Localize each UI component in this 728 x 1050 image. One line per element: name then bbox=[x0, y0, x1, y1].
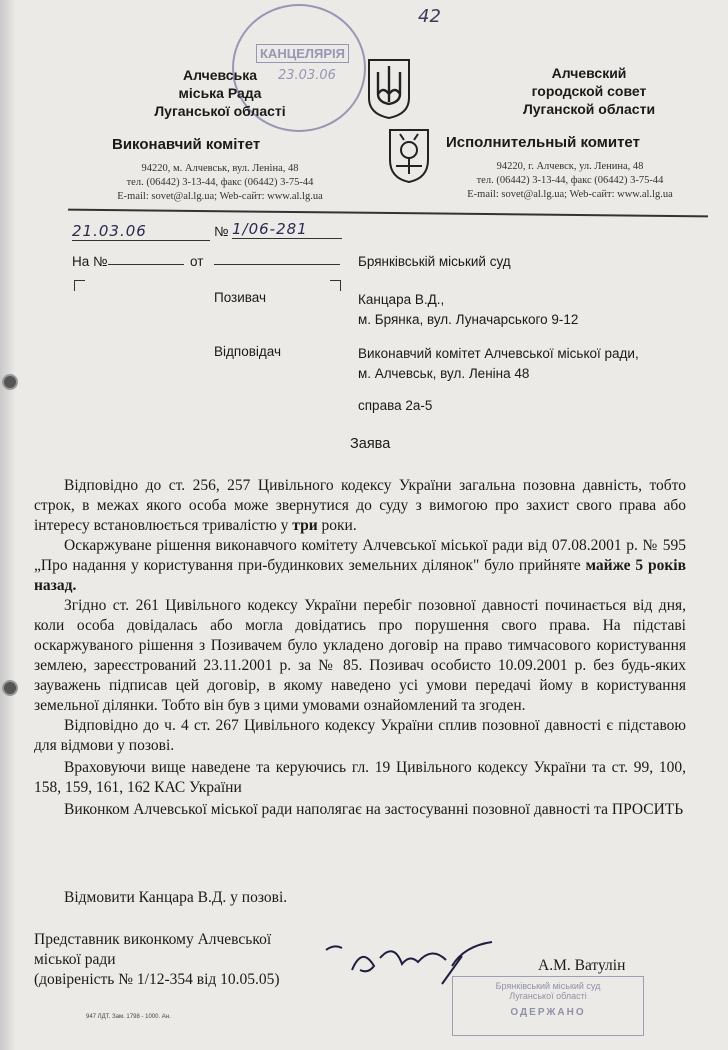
header-right-committee: Исполнительный комитет bbox=[446, 134, 640, 151]
defendant-details bbox=[358, 344, 639, 384]
scan-edge-shadow bbox=[0, 0, 16, 1050]
header-left-line2: міська Рада bbox=[178, 85, 262, 101]
plaintiff-details bbox=[358, 290, 578, 330]
header-left-email: E-mail: sovet@al.lg.ua; Web-сайт: www.al.lg.ua bbox=[117, 191, 323, 202]
received-stamp-court: Брянківський міський суд bbox=[495, 981, 601, 991]
stamp-title: КАНЦЕЛЯРІЯ bbox=[256, 44, 349, 63]
paragraph-4: Відповідно до ч. 4 ст. 267 Цивільного кодексу України сплив позовної давності є підставою для відмови у позові. bbox=[34, 717, 686, 754]
paragraph-3: Згідно ст. 261 Цивільного кодексу України перебіг позовної давності починається від дня, коли особа довідалась або могла довідатись про порушення свого права. На підставі оскаржуваного рішення з Позивачем було укладено договір на право тимчасового користування землею, зареєстрований 23.11.2001 р. за № 85. Позивач особисто 10.09.2001 р. без будь-яких зауважень підписав цей договір, в якому наведено усі умови передачі йому в користування земельної ділянки. Тобто він був з цими умовами ознайомлений та згоден. bbox=[34, 597, 686, 714]
paragraph-2-text: Оскаржуване рішення виконавчого комітету Алчевської міської ради від 07.08.2001 р. № 595 „Про надання у користування при-будинкових земельних ділянок" було прийняте bbox=[34, 537, 686, 574]
paragraph-5: Враховуючи вище наведене та керуючись гл. 19 Цивільного кодексу України та ст. 99, 100, 158, 159, 161, 162 КАС України bbox=[34, 759, 686, 796]
defendant-address: м. Алчевськ, вул. Леніна 48 bbox=[358, 366, 530, 381]
outgoing-number: 1/06-281 bbox=[232, 220, 342, 239]
paragraph-1-bold: три bbox=[292, 517, 318, 534]
paragraph-1-text: Відповідно до ст. 256, 257 Цивільного кодексу України загальна позовна давність, тобто строк, в межах якого особа може звернутися до суду з вимогою про захист свого права або інтересу встановлюється тривалістю у bbox=[34, 477, 686, 534]
header-right bbox=[494, 64, 684, 118]
paragraph-2 bbox=[34, 536, 686, 596]
case-number: справа 2а-5 bbox=[358, 398, 433, 413]
signature-line2: міської ради bbox=[34, 951, 116, 968]
header-right-address: 94220, г. Алчевск, ул. Ленина, 48 bbox=[496, 161, 644, 172]
addressee: Брянківській міський суд bbox=[358, 254, 511, 269]
received-stamp-region: Луганської області bbox=[509, 991, 587, 1001]
print-code: 947 ЛДТ. Зам. 1798 - 1000. Ан. bbox=[86, 1014, 171, 1020]
plaintiff-address: м. Брянка, вул. Луначарського 9-12 bbox=[358, 312, 579, 327]
header-left-line3: Луганської області bbox=[154, 103, 286, 119]
header-left-line1: Алчевська bbox=[182, 67, 257, 83]
corner-mark-right bbox=[330, 280, 341, 291]
reply-number-blank bbox=[108, 264, 184, 265]
received-stamp-label: ОДЕРЖАНО bbox=[510, 1007, 586, 1018]
paragraph-2-bold: майже 5 років назад. bbox=[34, 557, 686, 594]
reply-number-label: На № bbox=[72, 254, 108, 269]
defendant-role: Відповідач bbox=[214, 344, 281, 359]
header-separator bbox=[68, 209, 708, 218]
header-left-committee: Виконавчий комітет bbox=[112, 136, 261, 153]
signature-line3: (довіреність № 1/12-354 від 10.05.05) bbox=[34, 971, 280, 988]
trident-emblem-icon bbox=[366, 58, 412, 120]
header-right-line2: городской совет bbox=[531, 83, 647, 99]
defendant-name: Виконавчий комітет Алчевської міської ради, bbox=[358, 346, 639, 361]
outgoing-number-label: № bbox=[214, 224, 229, 239]
city-coat-of-arms-icon bbox=[386, 126, 432, 184]
paragraph-6: Виконком Алчевської міської ради наполягає на застосуванні позовної давності та ПРОСИТЬ bbox=[64, 801, 684, 818]
header-left-phone: тел. (06442) 3-13-44, факс (06442) 3-75-44 bbox=[126, 177, 314, 188]
paragraph-1 bbox=[34, 476, 686, 536]
plaintiff-role: Позивач bbox=[214, 290, 267, 305]
header-right-line1: Алчевский bbox=[551, 65, 627, 81]
header-right-contacts bbox=[440, 160, 700, 202]
plaintiff-name: Канцара В.Д., bbox=[358, 292, 445, 307]
paragraph-1-end: роки. bbox=[317, 517, 357, 534]
outgoing-date: 21.03.06 bbox=[72, 222, 210, 241]
signature-block bbox=[34, 930, 280, 990]
punch-hole-top bbox=[2, 374, 18, 390]
header-right-email: E-mail: sovet@al.lg.ua; Web-сайт: www.al.lg.ua bbox=[467, 189, 673, 200]
stamp-date: 23.03.06 bbox=[278, 68, 336, 83]
header-left-contacts bbox=[70, 162, 370, 204]
reply-date-blank bbox=[214, 264, 340, 265]
document-title: Заява bbox=[350, 436, 391, 452]
header-left bbox=[120, 66, 320, 120]
signature-line1: Представник виконкому Алчевської bbox=[34, 931, 272, 948]
paragraph-7: Відмовити Канцара В.Д. у позові. bbox=[64, 889, 288, 906]
received-stamp bbox=[452, 976, 644, 1036]
header-right-line3: Луганской области bbox=[522, 101, 656, 117]
reply-date-label: от bbox=[190, 254, 204, 269]
punch-hole-bottom bbox=[2, 680, 18, 696]
document-body bbox=[34, 476, 686, 820]
corner-mark-left bbox=[74, 280, 85, 291]
signatory-name: А.М. Ватулін bbox=[538, 957, 626, 974]
page-mark: 42 bbox=[418, 6, 441, 27]
header-right-phone: тел. (06442) 3-13-44, факс (06442) 3-75-44 bbox=[476, 175, 664, 186]
header-left-address: 94220, м. Алчевськ, вул. Леніна, 48 bbox=[141, 163, 299, 174]
